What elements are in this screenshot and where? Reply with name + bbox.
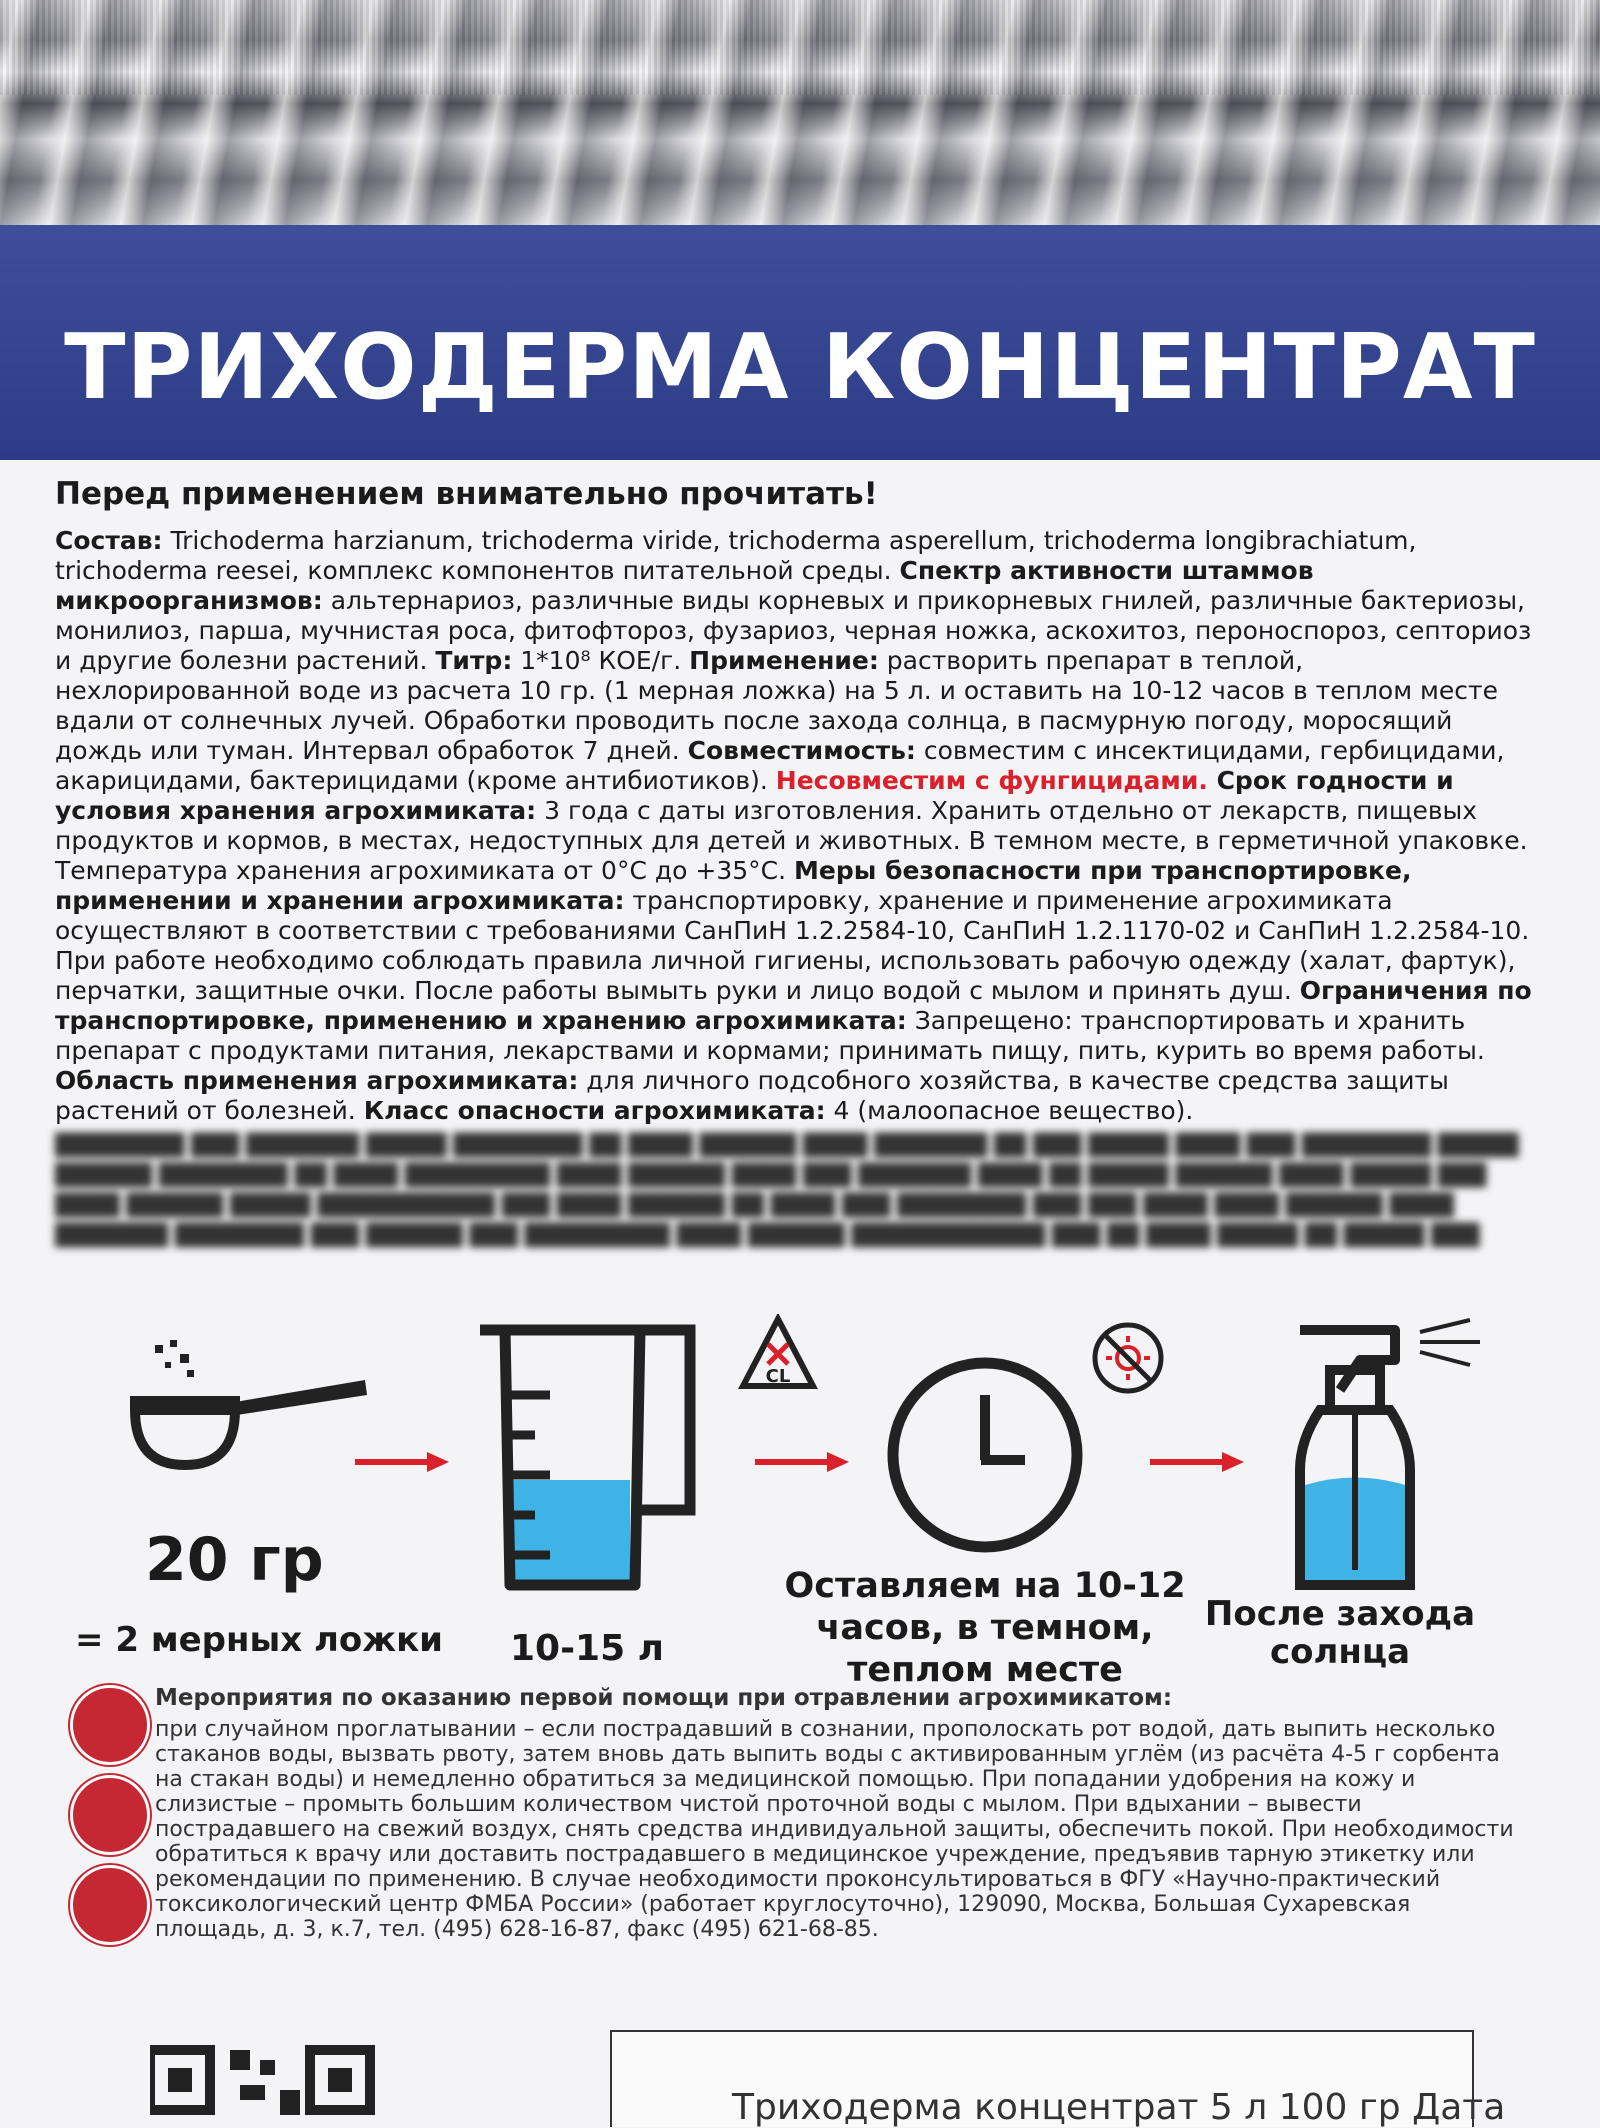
no-chlorine-icon <box>738 1314 818 1394</box>
dose-note: = 2 мерных ложки <box>75 1620 444 1660</box>
shelf-label: Срок годности и условия хранения агрохимиката: <box>55 766 1454 825</box>
compat-text: совместим с инсектицидами, гербицидами, акарицидами, бактерицидами (кроме антибиотиков). <box>55 736 1505 795</box>
read-warning: Перед применением внимательно прочитать! <box>55 476 878 512</box>
qr-code <box>150 2040 410 2125</box>
first-aid-title: Мероприятия по оказанию первой помощи при отравлении агрохимикатом: <box>155 1685 1173 1711</box>
shelf-text: 3 года с даты изготовления. Хранить отдельно от лекарств, пищевых продуктов и кормов, в местах, недоступных для детей и животных. В темном месте, в герметичной упаковке. Температура хранения агрохимиката от 0°С до +35°С. <box>55 796 1528 885</box>
usage-steps <box>0 1300 1600 1700</box>
foil-packaging <box>0 0 1600 225</box>
product-title: ТРИХОДЕРМА КОНЦЕНТРАТ <box>64 315 1536 420</box>
titer-text: 1*10⁸ КОЕ/г. <box>512 646 690 675</box>
incompat-text: Несовместим с фунгицидами. <box>775 766 1208 795</box>
arrow-icon <box>1150 1450 1245 1474</box>
cl-label: CL <box>765 1366 791 1387</box>
composition-text: Trichoderma harzianum, trichoderma viride, trichoderma asperellum, trichoderma longibrachiatum, trichoderma reesei, комплекс компонентов питательной среды. <box>55 526 1417 585</box>
blurred-registration-text: ████████ ███ ███████ █████ ████████ ██ ████ ██████ ████ ███████ ██ ███ █████ ████ ███ ████████ █████ ██████ ████████ ██ ████ █████████ ████ ██████ ████ ███ ███████ ████ ██ █████ ██████ ████ █████ ███ ████ ██████ █████ ███████████ ███ ████ ██████ ██ ████ ███ ████████ ███ ███ ████ ████ ██████ ████ ███████ ████████ ███ ██████ ███ █████████ ████ ██████ ████████████ ███ ██ ████ █████ ██ █████ ███ <box>55 1133 1519 1247</box>
instructions-text <box>55 526 1535 1126</box>
title-banner <box>0 225 1600 460</box>
composition-label: Состав: <box>55 526 163 555</box>
spray-bottle-icon <box>1280 1310 1500 1600</box>
area-text: для личного подсобного хозяйства, в качестве средства защиты растений от болезней. <box>55 1066 1449 1125</box>
after-sunset-instruction: После захода солнца <box>1204 1594 1476 1672</box>
usage-text: растворить препарат в теплой, нехлорированной воде из расчета 10 гр. (1 мерная ложка) на 5 л. и оставить на 10-12 часов в теплом месте вдали от солнечных лучей. Обработки проводить после захода солнца, в пасмурную погоду, моросящий дождь или туман. Интервал обработок 7 дней. <box>55 646 1498 765</box>
limits-label: Ограничения по транспортировке, применению и хранению агрохимиката: <box>55 976 1532 1035</box>
no-sun-icon <box>1090 1320 1166 1396</box>
limits-text: Запрещено: транспортировать и хранить препарат с продуктами питания, лекарствами и кормами; принимать пищу, пить, курить во время работы. <box>55 1006 1485 1065</box>
clock-icon <box>885 1355 1085 1555</box>
usage-label: Применение: <box>689 646 879 675</box>
area-label: Область применения агрохимиката: <box>55 1066 579 1095</box>
compat-label: Совместимость: <box>687 736 916 765</box>
class-label: Класс опасности агрохимиката: <box>363 1096 826 1125</box>
mask-icon <box>70 1685 150 1765</box>
water-volume: 10-15 л <box>510 1628 665 1669</box>
batch-info-box <box>610 2030 1506 2128</box>
first-aid-section <box>60 1685 1540 2015</box>
wait-instruction: Оставляем на 10-12 часов, в темном, теплом месте <box>784 1566 1186 1690</box>
safety-label: Меры безопасности при транспортировке, применении и хранении агрохимиката: <box>55 856 1412 915</box>
first-aid-text: при случайном проглатывании – если пострадавший в сознании, прополоскать рот водой, дать выпить несколько стаканов воды, вызвать рвоту, затем вновь дать выпить воды с активированным углём (из расчёта 4-5 г сорбента на стакан воды) и немедленно обратиться за медицинской помощью. При попадании удобрения на кожу и слизистые – промыть большим количеством чистой проточной воды с мылом. При вдыхании – вывести пострадавшего на свежий воздух, снять средства индивидуальной защиты, обеспечить покой. При необходимости обратиться к врачу или доставить пострадавшего в медицинское учреждение, предъявив тарную этикетку или рекомендации по применению. В случае необходимости проконсультироваться в ФГУ «Научно-практический токсикологический центр ФМБА России» (работает круглосуточно), 129090, Москва, Большая Сухаревская площадь, д. 3, к.7, тел. (495) 628-16-87, факс (495) 621-68-85. <box>155 1717 1514 1942</box>
arrow-icon <box>755 1450 850 1474</box>
label-content <box>55 470 1535 1250</box>
spectrum-text: альтернариоз, различные виды корневых и прикорневых гнилей, различные бактериозы, монилиоз, парша, мучнистая роса, фитофтороз, фузариоз, черная ножка, аскохитоз, пероноспороз, септориоз и другие болезни растений. <box>55 586 1532 675</box>
measuring-jug-icon <box>465 1310 715 1600</box>
measuring-scoop-icon <box>125 1340 375 1470</box>
titer-label: Титр: <box>435 646 513 675</box>
gloves-icon <box>70 1865 150 1945</box>
dose-value: 20 гр <box>145 1525 324 1595</box>
safety-text: транспортировку, хранение и применение агрохимиката осуществляют в соответствии с требованиями СанПиН 1.2.2584-10, СанПиН 1.2.1170-02 и СанПиН 1.2.2584-10. При работе необходимо соблюдать правила личной гигиены, использовать рабочую одежду (халат, фартук), перчатки, защитные очки. После работы вымыть руки и лицо водой с мылом и принять душ. <box>55 886 1530 1005</box>
class-text: 4 (малоопасное вещество). <box>825 1096 1194 1125</box>
foil-seal <box>0 0 1600 95</box>
arrow-icon <box>355 1450 450 1474</box>
spectrum-label: Спектр активности штаммов микроорганизмов: <box>55 556 1314 615</box>
goggles-icon <box>70 1775 150 1855</box>
batch-info-text: Триходерма концентрат 5 л 100 гр Дата <box>732 2087 1506 2128</box>
